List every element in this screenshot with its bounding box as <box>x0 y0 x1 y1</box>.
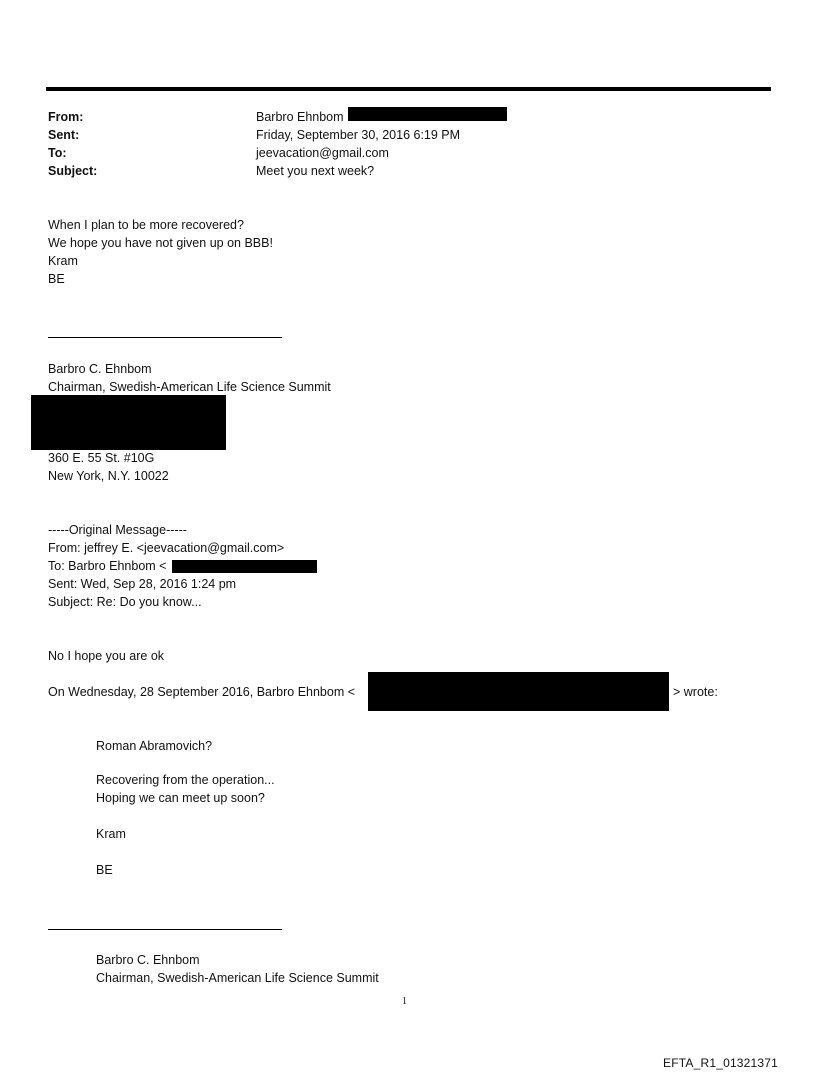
quoted-signature-name: Barbro C. Ehnbom <box>96 953 200 967</box>
body-line: We hope you have not given up on BBB! <box>48 236 273 250</box>
quoted-line: Kram <box>96 827 126 841</box>
reply-text: No I hope you are ok <box>48 649 165 663</box>
signature-title: Chairman, Swedish-American Life Science Summit <box>48 380 331 394</box>
body-line: BE <box>48 272 65 286</box>
redaction-block <box>368 672 669 711</box>
quoted-line: Roman Abramovich? <box>96 739 213 753</box>
original-sent: Sent: Wed, Sep 28, 2016 1:24 pm <box>48 577 237 591</box>
subject-value: Meet you next week? <box>256 164 375 178</box>
to-label: To: <box>48 146 67 160</box>
quoted-line: Hoping we can meet up soon? <box>96 791 265 805</box>
signature-address-line1: 360 E. 55 St. #10G <box>48 451 155 465</box>
quoted-line: BE <box>96 863 113 877</box>
original-from: From: jeffrey E. <jeevacation@gmail.com> <box>48 541 285 555</box>
page-number: 1 <box>402 996 407 1007</box>
quoted-line: Recovering from the operation... <box>96 773 275 787</box>
signature-rule <box>48 337 282 338</box>
from-value: Barbro Ehnbom <box>256 110 344 124</box>
redaction-bar <box>348 107 507 121</box>
document-id: EFTA_R1_01321371 <box>663 1056 779 1070</box>
original-message-divider: -----Original Message----- <box>48 523 187 537</box>
original-subject: Subject: Re: Do you know... <box>48 595 202 609</box>
sent-label: Sent: <box>48 128 80 142</box>
body-line: Kram <box>48 254 78 268</box>
signature-address-line2: New York, N.Y. 10022 <box>48 469 169 483</box>
to-value: jeevacation@gmail.com <box>256 146 389 160</box>
redaction-block <box>31 395 226 450</box>
header-top-rule <box>46 87 771 91</box>
body-line: When I plan to be more recovered? <box>48 218 244 232</box>
sent-value: Friday, September 30, 2016 6:19 PM <box>256 128 461 142</box>
original-to: To: Barbro Ehnbom < <box>48 559 167 573</box>
quoted-signature-rule <box>48 929 282 930</box>
from-label: From: <box>48 110 84 124</box>
subject-label: Subject: <box>48 164 98 178</box>
quote-intro-end: > wrote: <box>673 685 718 699</box>
quoted-signature-title: Chairman, Swedish-American Life Science Summit <box>96 971 379 985</box>
redaction-bar <box>172 560 317 573</box>
quote-intro: On Wednesday, 28 September 2016, Barbro Ehnbom < <box>48 685 356 699</box>
signature-name: Barbro C. Ehnbom <box>48 362 152 376</box>
